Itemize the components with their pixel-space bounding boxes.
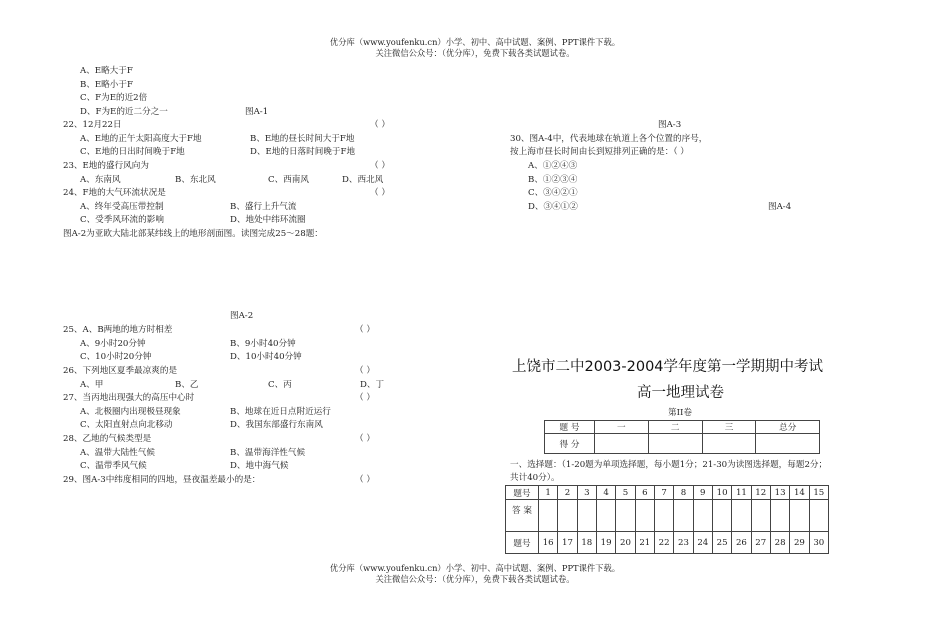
- question-number: 5: [616, 486, 635, 500]
- question-number: 15: [809, 486, 828, 500]
- q26-option-b: B、乙: [175, 380, 199, 390]
- question-number: 17: [558, 532, 577, 554]
- answer-cell[interactable]: [732, 500, 751, 532]
- q28-option-a: A、温带大陆性气候: [80, 448, 155, 458]
- q30-stem-line-2: 按上海市昼长时间由长到短排列正确的是：（ ）: [510, 147, 689, 157]
- q24-option-c: C、受季风环流的影响: [80, 215, 164, 225]
- q22-stem: 22、12月22日: [63, 120, 122, 130]
- part-label: 第II卷: [668, 408, 692, 418]
- q25-stem: 25、A、B两地的地方时相差: [63, 325, 173, 335]
- footer-line-2: 关注微信公众号：（优分库），免费下载各类试题试卷。: [375, 574, 575, 584]
- question-number: 19: [596, 532, 615, 554]
- figure-a1-caption: 图A-1: [245, 107, 269, 117]
- question-number: 9: [693, 486, 712, 500]
- score-cell[interactable]: [648, 434, 702, 454]
- q27-option-b: B、地球在近日点附近运行: [230, 407, 331, 417]
- q22-option-a: A、E地的正午太阳高度大于F地: [80, 134, 202, 144]
- question-number: 10: [712, 486, 731, 500]
- answer-row2-label: 题号: [506, 532, 539, 554]
- figure-a3-caption: 图A-3: [658, 120, 682, 130]
- q23-option-d: D、西北风: [342, 175, 384, 185]
- q27-option-d: D、我国东部盛行东南风: [230, 420, 323, 430]
- question-number: 30: [809, 532, 828, 554]
- q27-option-a: A、北极圈内出现极昼现象: [80, 407, 181, 417]
- exam-subtitle: 高一地理试卷: [637, 385, 724, 401]
- question-number: 13: [770, 486, 789, 500]
- q23-stem: 23、E地的盛行风向为: [63, 161, 149, 171]
- score-header-number: 题 号: [545, 421, 595, 434]
- question-number: 4: [596, 486, 615, 500]
- q30-option-b: B、①②③④: [528, 175, 578, 185]
- q23-answer-paren: （ ）: [370, 161, 390, 171]
- score-cell[interactable]: [594, 434, 648, 454]
- q30-option-a: A、①②④③: [528, 161, 578, 171]
- answer-cell[interactable]: [635, 500, 654, 532]
- answer-cell[interactable]: [809, 500, 828, 532]
- q26-stem: 26、下列地区夏季最凉爽的是: [63, 366, 178, 376]
- answer-table: [505, 485, 829, 554]
- question-number: 22: [654, 532, 673, 554]
- q27-stem: 27、当丙地出现强大的高压中心时: [63, 393, 195, 403]
- q26-option-c: C、丙: [268, 380, 292, 390]
- footer-line-1: 优分库（www.youfenku.cn）小学、初中、高中试题、案例、PPT课件下载。: [329, 563, 621, 573]
- question-number: 7: [654, 486, 673, 500]
- q24-option-a: A、终年受高压带控制: [80, 202, 164, 212]
- q23-option-c: C、西南风: [268, 175, 309, 185]
- question-number: 23: [674, 532, 693, 554]
- q28-option-c: C、温带季风气候: [80, 461, 147, 471]
- q25-option-b: B、9小时40分钟: [230, 339, 296, 349]
- answer-cell[interactable]: [654, 500, 673, 532]
- score-cell[interactable]: [756, 434, 820, 454]
- answer-row1-label: 题号: [506, 486, 539, 500]
- q24-option-d: D、地处中纬环流圈: [230, 215, 306, 225]
- answer-cell[interactable]: [674, 500, 693, 532]
- q25-option-a: A、9小时20分钟: [80, 339, 146, 349]
- q26-option-d: D、丁: [360, 380, 385, 390]
- score-header-part2: 二: [648, 421, 702, 434]
- answer-cell[interactable]: [770, 500, 789, 532]
- q26-option-a: A、甲: [80, 380, 104, 390]
- score-table: [544, 420, 820, 454]
- answer-cell[interactable]: [558, 500, 577, 532]
- answer-cell[interactable]: [712, 500, 731, 532]
- question-number: 26: [732, 532, 751, 554]
- q29-answer-paren: （ ）: [355, 475, 375, 485]
- answer-cell[interactable]: [539, 500, 558, 532]
- q27-option-c: C、太阳直射点向北移动: [80, 420, 173, 430]
- q22-option-b: B、E地的昼长时间大于F地: [250, 134, 355, 144]
- figure-a2-intro: 图A-2为亚欧大陆北部某纬线上的地形剖面图。读图完成25～28题：: [63, 229, 323, 239]
- question-number: 21: [635, 532, 654, 554]
- answer-cell[interactable]: [616, 500, 635, 532]
- score-cell[interactable]: [702, 434, 756, 454]
- q25-option-d: D、10小时40分钟: [230, 352, 302, 362]
- q21-option-b: B、E略小于F: [80, 80, 133, 90]
- answer-row-label: 答 案: [506, 500, 539, 532]
- q30-option-d: D、③④①②: [528, 202, 578, 212]
- question-number: 12: [751, 486, 770, 500]
- question-number: 6: [635, 486, 654, 500]
- q24-stem: 24、F地的大气环流状况是: [63, 188, 166, 198]
- answer-cell[interactable]: [693, 500, 712, 532]
- question-number: 18: [577, 532, 596, 554]
- answer-cell[interactable]: [790, 500, 809, 532]
- score-header-total: 总分: [756, 421, 820, 434]
- question-number: 28: [770, 532, 789, 554]
- q22-option-c: C、E地的日出时间晚于F地: [80, 147, 185, 157]
- q25-answer-paren: （ ）: [355, 325, 375, 335]
- header-line-1: 优分库（www.youfenku.cn）小学、初中、高中试题、案例、PPT课件下载。: [329, 37, 621, 47]
- question-number: 8: [674, 486, 693, 500]
- question-number: 1: [539, 486, 558, 500]
- section1-instructions-line-1: 一、选择题：（1-20题为单项选择题，每小题1分；21-30为读图选择题，每题2分；: [510, 460, 828, 470]
- q24-option-b: B、盛行上升气流: [230, 202, 297, 212]
- header-line-2: 关注微信公众号：（优分库），免费下载各类试题试卷。: [375, 48, 575, 58]
- answer-cell[interactable]: [751, 500, 770, 532]
- answer-cell[interactable]: [596, 500, 615, 532]
- question-number: 3: [577, 486, 596, 500]
- q29-stem: 29、图A-3中纬度相同的四地，昼夜温差最小的是：: [63, 475, 261, 485]
- figure-a2-caption: 图A-2: [230, 311, 254, 321]
- q28-answer-paren: （ ）: [355, 434, 375, 444]
- question-number: 27: [751, 532, 770, 554]
- question-number: 2: [558, 486, 577, 500]
- question-number: 29: [790, 532, 809, 554]
- question-number: 20: [616, 532, 635, 554]
- section1-instructions-line-2: 共计40分）。: [510, 473, 560, 483]
- question-number: 25: [712, 532, 731, 554]
- q30-option-c: C、③④②①: [528, 188, 578, 198]
- q28-option-d: D、地中海气候: [230, 461, 289, 471]
- score-header-part3: 三: [702, 421, 756, 434]
- q21-option-d: D、F为E的近二分之一: [80, 107, 168, 117]
- q26-answer-paren: （ ）: [355, 366, 375, 376]
- q28-option-b: B、温带海洋性气候: [230, 448, 306, 458]
- q23-option-a: A、东南风: [80, 175, 121, 185]
- q22-option-d: D、E地的日落时间晚于F地: [250, 147, 356, 157]
- q30-stem-line-1: 30、图A-4中，代表地球在轨道上各个位置的序号，: [510, 134, 708, 144]
- q24-answer-paren: （ ）: [370, 188, 390, 198]
- q27-answer-paren: （ ）: [355, 393, 375, 403]
- q22-answer-paren: （ ）: [370, 120, 390, 130]
- question-number: 16: [539, 532, 558, 554]
- question-number: 24: [693, 532, 712, 554]
- question-number: 11: [732, 486, 751, 500]
- q23-option-b: B、东北风: [175, 175, 216, 185]
- q25-option-c: C、10小时20分钟: [80, 352, 152, 362]
- score-row-label: 得 分: [545, 434, 595, 454]
- answer-cell[interactable]: [577, 500, 596, 532]
- figure-a4-caption: 图A-4: [768, 202, 792, 212]
- q28-stem: 28、乙地的气候类型是: [63, 434, 152, 444]
- score-header-part1: 一: [594, 421, 648, 434]
- question-number: 14: [790, 486, 809, 500]
- exam-title: 上饶市二中2003-2004学年度第一学期期中考试: [512, 359, 824, 375]
- q21-option-c: C、F为E的近2倍: [80, 93, 148, 103]
- q21-option-a: A、E略大于F: [80, 66, 133, 76]
